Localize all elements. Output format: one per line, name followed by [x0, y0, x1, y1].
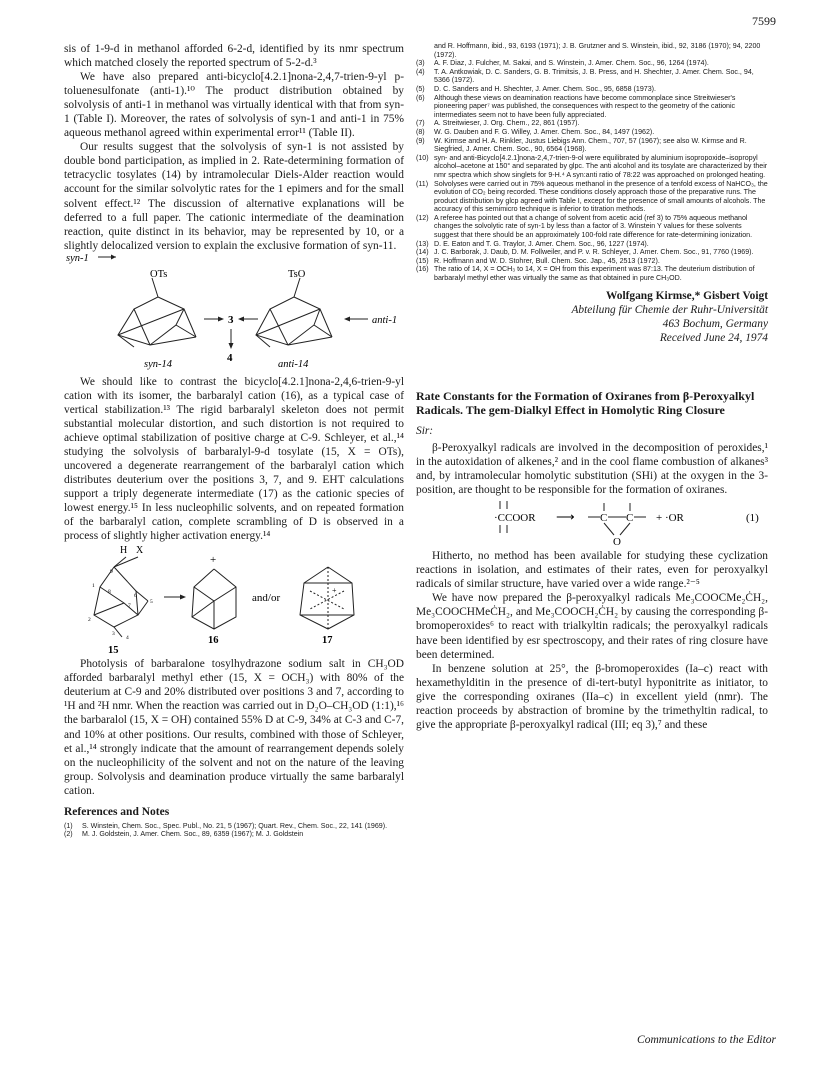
reference-item: (9) W. Kirmse and H. A. Rinkler, Justus Liebigs Ann. Chem., 707, 57 (1967); see also W. Kirmse and R. Siegfried, J. Amer. Chem. Soc., 90, 6564 (1968).: [416, 136, 747, 154]
label-x: X: [136, 545, 144, 557]
label-plus-cation: +: [210, 554, 217, 567]
left-column: [64, 42, 404, 839]
paragraph-photolysis: Photolysis of barbaralone tosylhydrazone sodium salt in CH₃OD afforded barbaralyl methyl ether (15, X = OCH₃) with 80% of the deuterium at C-9 and 20% distributed over positions 3 and 7, according to ¹H and ²H nmr. When the reaction was carried out in D₂O–CH₃OD (1:1),¹⁶ the barbaralol (15, X = OH) contained 55% D at C-9, 34% at C-3 and C-7, and 10% at other positions. Our results, combined with those of Schleyer, et al.,¹⁴ strongly indicate that the amount of rearrangement depends solely on the nucleophilicity of the solvent and not on the nature of the leaving group. Solvolysis and deamination produce virtually the same barbaralyl cation.: [64, 658, 404, 797]
paragraph-hitherto: Hitherto, no method has been available for studying these cyclization reactions in isolation, and estimates of their rates, even for peroxyalkyl radicals of similar structure, have varied over a wide range.²⁻⁵: [416, 550, 768, 591]
reference-item: (12) A referee has pointed out that a change of solvent from acetic acid (ref 3) to 75% aqueous methanol changes the solvolytic rate of syn-1 by less than a factor of 3. Winstein Y values for these solvents suggest that there should be an approximately 100-fold rate difference for rate-determining ionization.: [416, 213, 753, 240]
equation-carbon-left: C: [600, 512, 608, 525]
label-plus-17: +: [332, 586, 337, 596]
references-list-right: [416, 42, 768, 283]
label-anti-14: anti-14: [278, 358, 309, 370]
label-pos-2: 2: [88, 617, 91, 624]
label-h: H: [120, 545, 128, 557]
structure-16: [192, 569, 236, 629]
label-pos-5: 5: [150, 599, 153, 606]
label-16: 16: [208, 635, 219, 647]
reference-item: (13) D. E. Eaton and T. G. Traylor, J. Amer. Chem. Soc., 96, 1227 (1974).: [416, 239, 649, 248]
paragraph-anti-1: We have also prepared anti-bicyclo[4.2.1]nona-2,4,7-trien-9-yl p-toluenesulfonate (anti-1).¹⁰ The product distribution obtained by solvolysis of anti-1 in methanol was virtually identical with that from syn-1 (Table I). Moreover, the rates of solvolysis of syn-1 and anti-1 in 75% aqueous methanol agreed within experimental error¹¹ (Table II).: [64, 71, 404, 140]
label-17: 17: [322, 635, 333, 647]
structure-syn-14: [118, 278, 196, 347]
label-pos-9: 9: [110, 569, 113, 576]
equation-oxygen: O: [613, 536, 621, 549]
label-pos-8: 8: [108, 589, 111, 596]
label-pos-1: 1: [92, 583, 95, 590]
reference-item: (1) S. Winstein, Chem. Soc., Spec. Publ., No. 21, 5 (1967); Quart. Rev., Chem. Soc., 22, 141 (1969).: [64, 821, 388, 830]
structure-15: [94, 557, 148, 637]
reference-item: (15) R. Hoffmann and W. D. Stohrer, Bull. Chem. Soc. Jap., 45, 2513 (1972).: [416, 256, 660, 265]
equation-reactant: ·CCOOR: [494, 512, 536, 525]
structure-anti-14: [256, 278, 332, 347]
paragraph-intro: β-Peroxyalkyl radicals are involved in the decomposition of peroxides,¹ in the autoxidation of alkenes,² and in the cool flame combustion of alkanes³ and, by intramolecular homolytic substitution (SHi) at the oxygen in the 3-position, are thought to be responsible for the formation of oxiranes.: [416, 442, 768, 497]
reference-item: (4) T. A. Antkowiak, D. C. Sanders, G. B. Trimitsis, J. B. Press, and H. Shechter, J. Amer. Chem. Soc., 94, 5366 (1972).: [416, 67, 754, 85]
reference-item: (2) M. J. Goldstein, J. Amer. Chem. Soc., 89, 6359 (1967); M. J. Goldstein: [64, 830, 304, 839]
signature-block: [416, 289, 768, 345]
affiliation-city: 463 Bochum, Germany: [662, 317, 768, 330]
article-title: Rate Constants for the Formation of Oxiranes from β-Peroxyalkyl Radicals. The gem-Dialkyl Effect in Homolytic Ring Closure: [416, 388, 755, 417]
reference-item: (3) A. F. Diaz, J. Fulcher, M. Sakai, and S. Winstein, J. Amer. Chem. Soc., 96, 1264 (1974).: [416, 59, 709, 68]
paragraph-continued: sis of 1-9-d in methanol afforded 6-2-d, identified by its nmr spectrum which matched closely the reported spectrum of 5-2-d.³: [64, 43, 404, 70]
label-ots: OTs: [150, 268, 168, 280]
equation-arrow: ⟶: [556, 509, 575, 525]
label-pos-6: 6: [134, 593, 137, 600]
paragraph-prepared: We have now prepared the β-peroxyalkyl radicals Me₃COOCMe₂ĊH₂, Me₃COOCHMeĊH₂, and Me₃COOCH₂ĊH₂ by causing the corresponding β-bromoperoxides⁶ to react with trialkyltin radicals; the peroxyalkyl radicals have been identified by esr spectroscopy, and their rates of ring closure have been determined.: [416, 592, 768, 661]
equation-1: [416, 497, 768, 549]
label-4: 4: [227, 351, 233, 364]
reference-item: (7) A. Streitwieser, J. Org. Chem., 22, 861 (1957).: [416, 119, 580, 128]
structure-17: [300, 567, 354, 629]
paragraph-barbaralyl: We should like to contrast the bicyclo[4.2.1]nona-2,4,6-trien-9-yl cation with its isomer, the barbaralyl cation (16), as a typical case of vertical stabilization.¹³ The rigid barbaralyl skeleton does not permit substantial molecular distortion, and such distortion is not required to achieve optimal stabilization of positive charge at C-9. Schleyer, et al.,¹⁴ studying the solvolysis of barbaralyl-9-d tosylate (15, X = OTs), uncovered a degenerate rearrangement of the barbaralyl cation which distributes deuterium over the positions 3, 7, and 9. EHT calculations support a triply degenerate intermediate (17) as the cationic species of lowest energy.¹⁵ In less nucleophilic solvents, and on repeated formation of the barbaralyl cation, complete scrambling of D is observed in a process of slightly higher activation energy.¹⁴: [64, 375, 404, 543]
label-pos-3: 3: [112, 631, 115, 638]
equation-carbon-right: C: [626, 512, 634, 525]
label-3: 3: [228, 313, 234, 326]
references-heading: References and Notes: [64, 805, 170, 818]
references-list-left: [64, 822, 404, 839]
reference-item: (6) Although these views on deamination reactions have become commonplace since Streitwieser's pioneering paper⁷ was published, the consequences with respect to the geometry of the cationic intermediates seem not to have been fully appreciated.: [416, 93, 736, 119]
reference-item: (14) J. C. Barborak, J. Daub, D. M. Follweiler, and P. v. R. Schleyer, J. Amer. Chem. Soc., 91, 7760 (1969).: [416, 248, 754, 257]
equation-byproduct: + ·OR: [656, 512, 684, 525]
scheme-barbaralyl: [64, 543, 404, 657]
label-tso: TsO: [288, 268, 306, 280]
reference-item: (8) W. G. Dauben and F. G. Willey, J. Amer. Chem. Soc., 84, 1497 (1962).: [416, 127, 655, 136]
label-15: 15: [108, 645, 119, 657]
label-syn-1: syn-1: [66, 252, 89, 264]
label-and-or: and/or: [252, 592, 281, 605]
paragraph-benzene: In benzene solution at 25°, the β-bromoperoxides (Ia–c) react with hexamethylditin in the presence of di-tert-butyl hyponitrite as initiator, to give the corresponding oxiranes (IIa–c) in excellent yield (nmr). The reaction proceeds by abstraction of bromine by the trimethyltin radical, to give the appropriate β-peroxyalkyl radical (III; eq 3),⁷ and these: [416, 662, 768, 731]
reference-item: (10) syn- and anti-Bicyclo[4.2.1]nona-2,4,7-trien-9-ol were equilibrated by aluminium isopropoxide–isopropyl alcohol–acetone at 150° and separated by glpc. The anti alcohol and its tosylate are characterized by their nmr spectra which show singlets for 9-H.⁴ A syn:anti ratio of 78:22 was approached on prolonged heating.: [416, 153, 768, 179]
equation-number: (1): [746, 512, 759, 525]
reference-item: (16) The ratio of 14, X = OCH₃ to 14, X = OH from this experiment was 87:13. The deuterium distribution of barbaralyl methyl ether was virtually the same as that obtained in pure CH₃OD.: [416, 265, 755, 283]
reference-item: (5) D. C. Sanders and H. Shechter, J. Amer. Chem. Soc., 95, 6858 (1973).: [416, 84, 656, 93]
reference-continued: and R. Hoffmann, ibid., 93, 6193 (1971); J. B. Grutzner and S. Winstein, ibid., 92, 3186 (1970); 94, 2200 (1972).: [434, 42, 761, 59]
label-pos-4: 4: [126, 635, 129, 642]
author-names: Wolfgang Kirmse,* Gisbert Voigt: [606, 289, 768, 302]
scheme-tosylates: [64, 253, 404, 375]
affiliation: Abteilung für Chemie der Ruhr-Universität: [571, 303, 768, 316]
salutation: Sir:: [416, 425, 434, 438]
label-syn-14: syn-14: [144, 358, 172, 370]
journal-footer: Communications to the Editor: [637, 1034, 776, 1046]
page-number: 7599: [752, 14, 776, 28]
paragraph-results: Our results suggest that the solvolysis of syn-1 is not assisted by double bond participation, as implied in 2. Rate-determining formation of tetracyclic tosylates (14) by intramolecular Diels-Alder reaction would account for the similar solvolytic rates for the 1 epimers and for the small solvent effect.¹² The discussion of alternative explanations will be deferred to a full paper. The cationic intermediate of the deamination reaction, quite distinct in its behavior, may be represented by 10, or a slightly delocalized version to explain the exclusive formation of syn-11.: [64, 141, 404, 252]
reference-item: (11) Solvolyses were carried out in 75% aqueous methanol in the presence of a tenfold excess of NaHCO₃, the evolution of CO₂ being recorded. These conditions closely approach those of the preparative runs. The product distribution by glcp agreed with Table I, except for the presence of small amounts of alcohols. The accuracy of this semimicro technique is inferior to titration methods.: [416, 179, 768, 214]
received-date: Received June 24, 1974: [659, 331, 768, 344]
right-column: [416, 42, 768, 732]
label-pos-7: 7: [128, 603, 131, 610]
label-anti-1: anti-1: [372, 314, 398, 326]
